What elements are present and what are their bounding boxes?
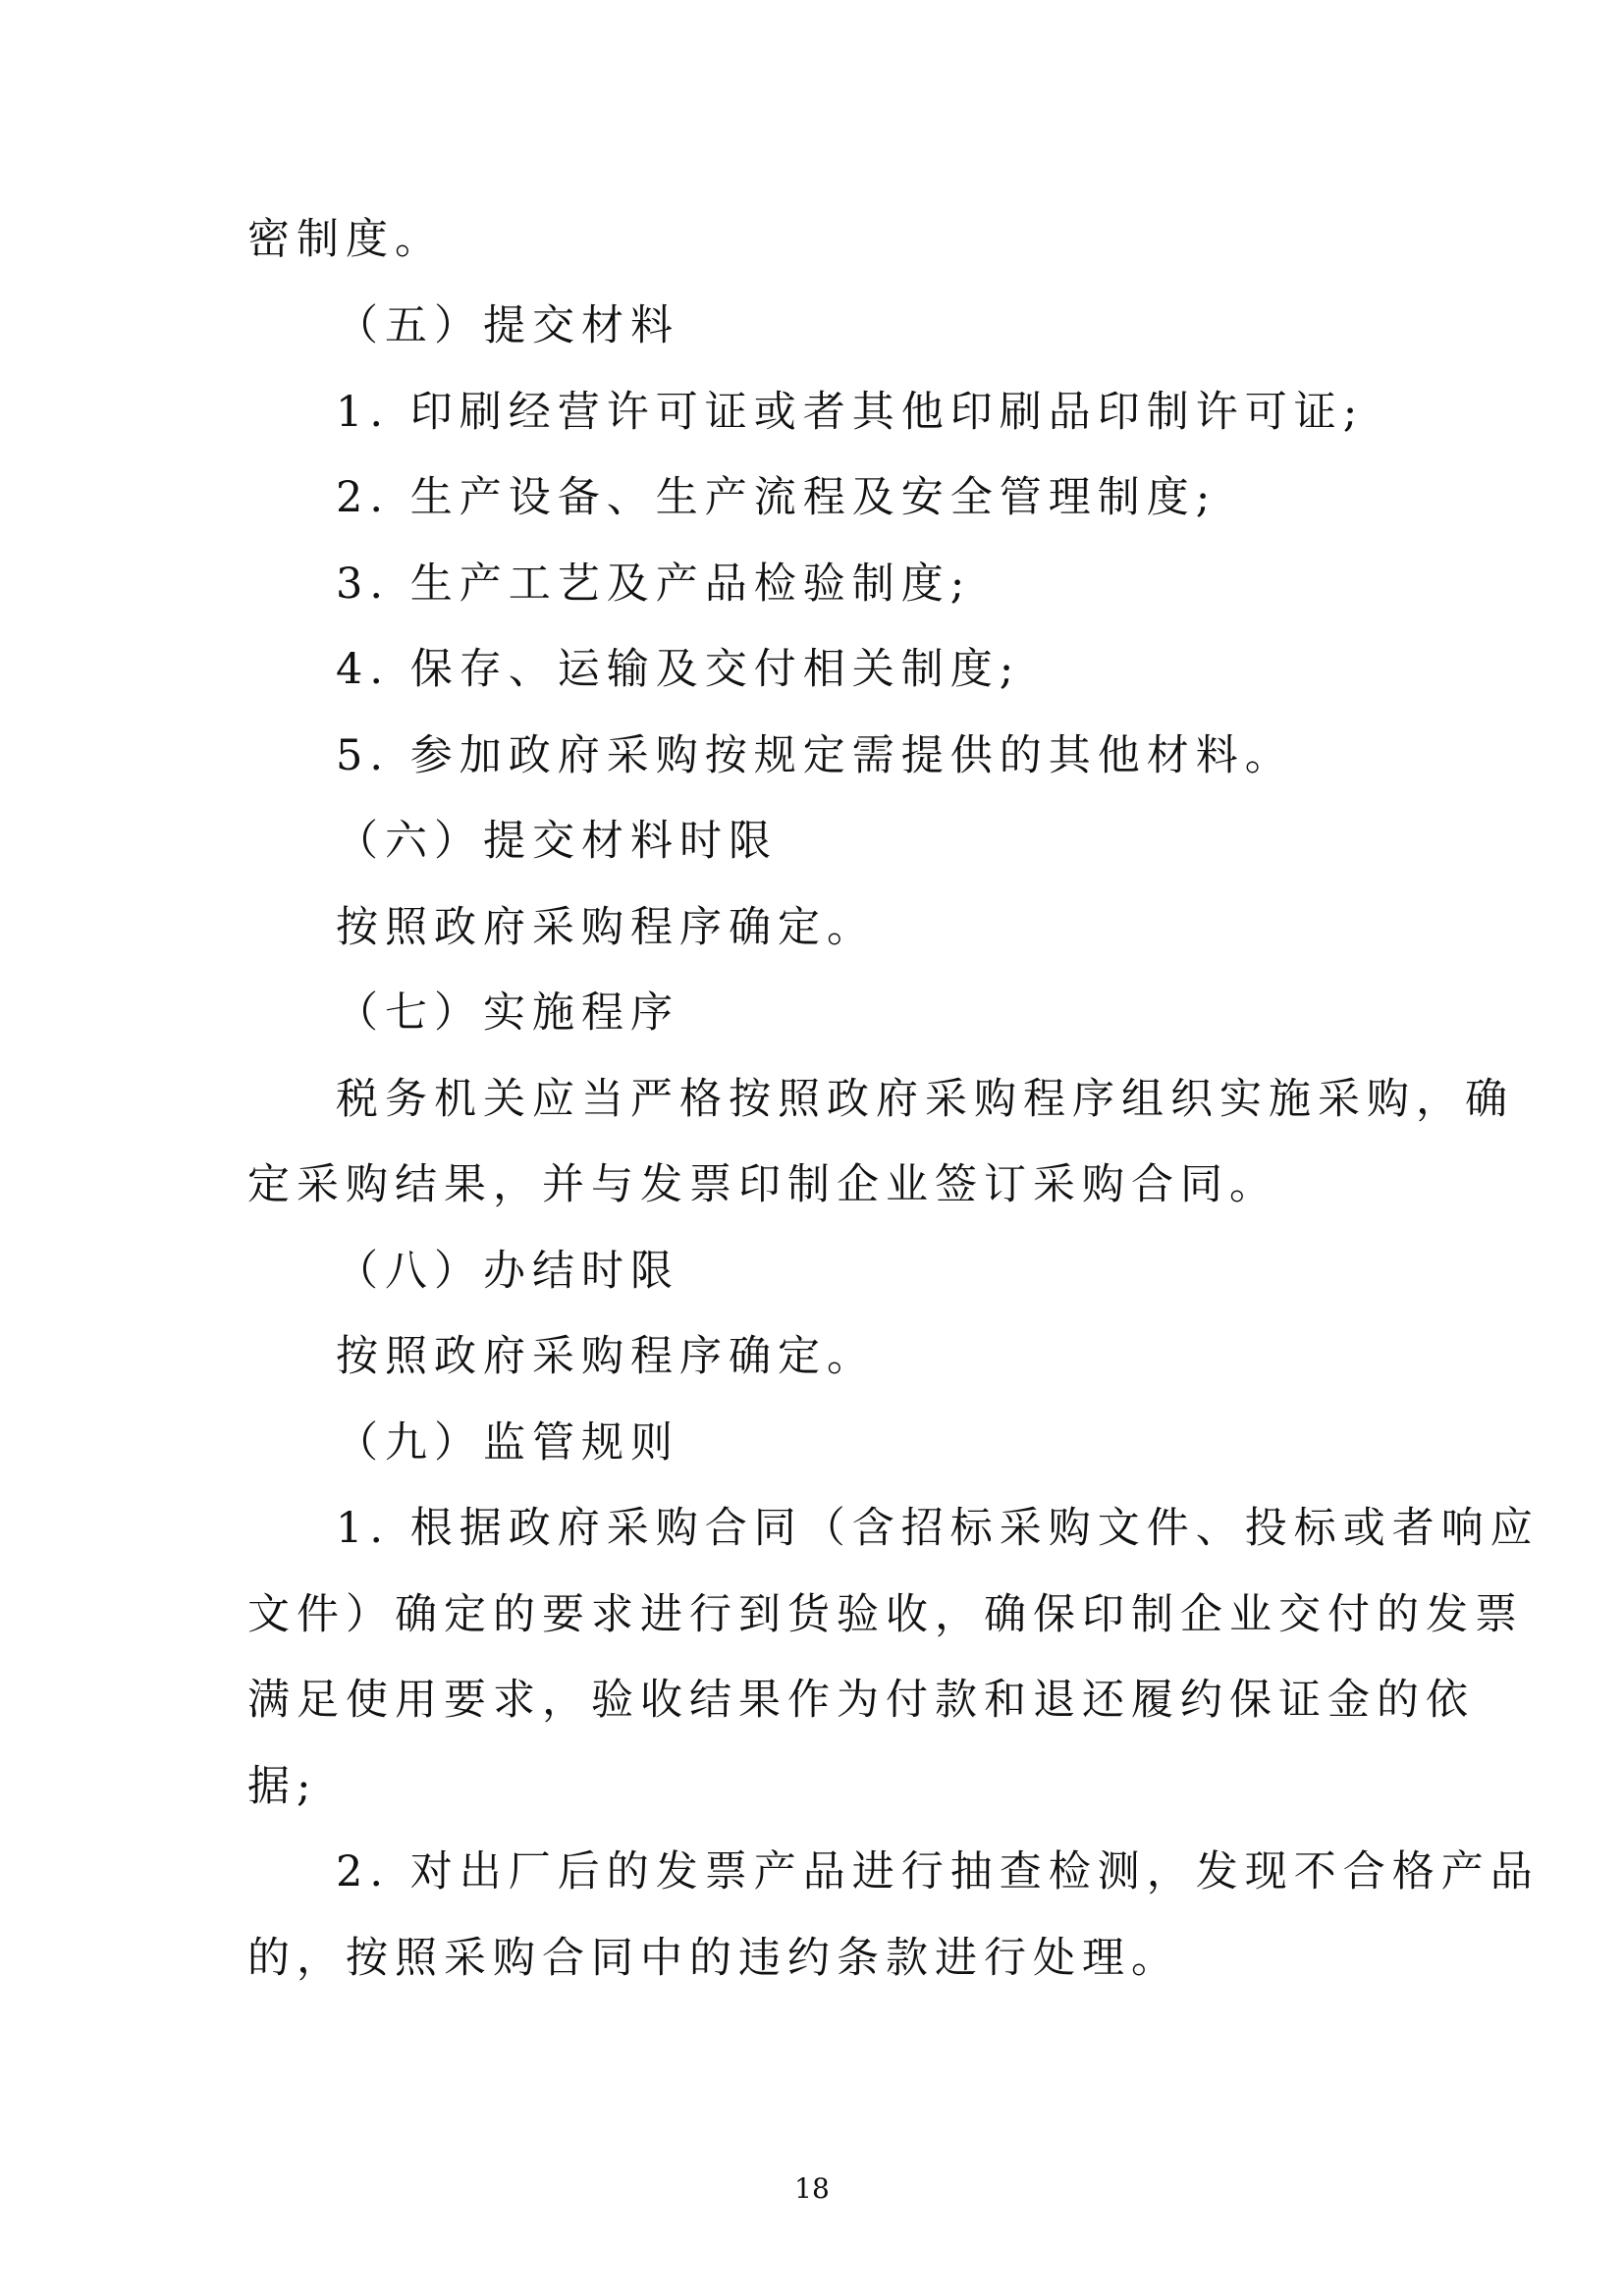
paragraph-line: 据; — [247, 1762, 318, 1811]
section-heading: （八）办结时限 — [336, 1247, 679, 1296]
list-item: 4. 保存、运输及交付相关制度; — [336, 645, 1021, 694]
section-heading: （六）提交材料时限 — [336, 817, 778, 866]
paragraph-line: 满足使用要求，验收结果作为付款和退还履约保证金的依 — [247, 1676, 1475, 1725]
section-heading: （七）实施程序 — [336, 988, 679, 1038]
text-line: 密制度。 — [247, 215, 444, 264]
list-item: 2. 对出厂后的发票产品进行抽查检测，发现不合格产品 — [336, 1847, 1540, 1896]
list-item: 2. 生产设备、生产流程及安全管理制度; — [336, 473, 1218, 522]
list-item: 1. 印刷经营许可证或者其他印刷品印制许可证; — [336, 388, 1365, 437]
list-item: 5. 参加政府采购按规定需提供的其他材料。 — [336, 731, 1294, 780]
paragraph-line: 定采购结果，并与发票印制企业签订采购合同。 — [247, 1160, 1278, 1209]
paragraph-line: 税务机关应当严格按照政府采购程序组织实施采购，确 — [336, 1075, 1514, 1124]
section-heading: （五）提交材料 — [336, 301, 679, 350]
list-item: 1. 根据政府采购合同（含招标采购文件、投标或者响应 — [336, 1504, 1540, 1553]
paragraph-line: 的，按照采购合同中的违约条款进行处理。 — [247, 1934, 1180, 1983]
paragraph-line: 文件）确定的要求进行到货验收，确保印制企业交付的发票 — [247, 1590, 1524, 1639]
section-heading: （九）监管规则 — [336, 1418, 679, 1468]
page-number: 18 — [794, 2172, 830, 2205]
list-item: 3. 生产工艺及产品检验制度; — [336, 560, 972, 609]
paragraph-line: 按照政府采购程序确定。 — [336, 1332, 876, 1381]
paragraph-line: 按照政府采购程序确定。 — [336, 903, 876, 952]
